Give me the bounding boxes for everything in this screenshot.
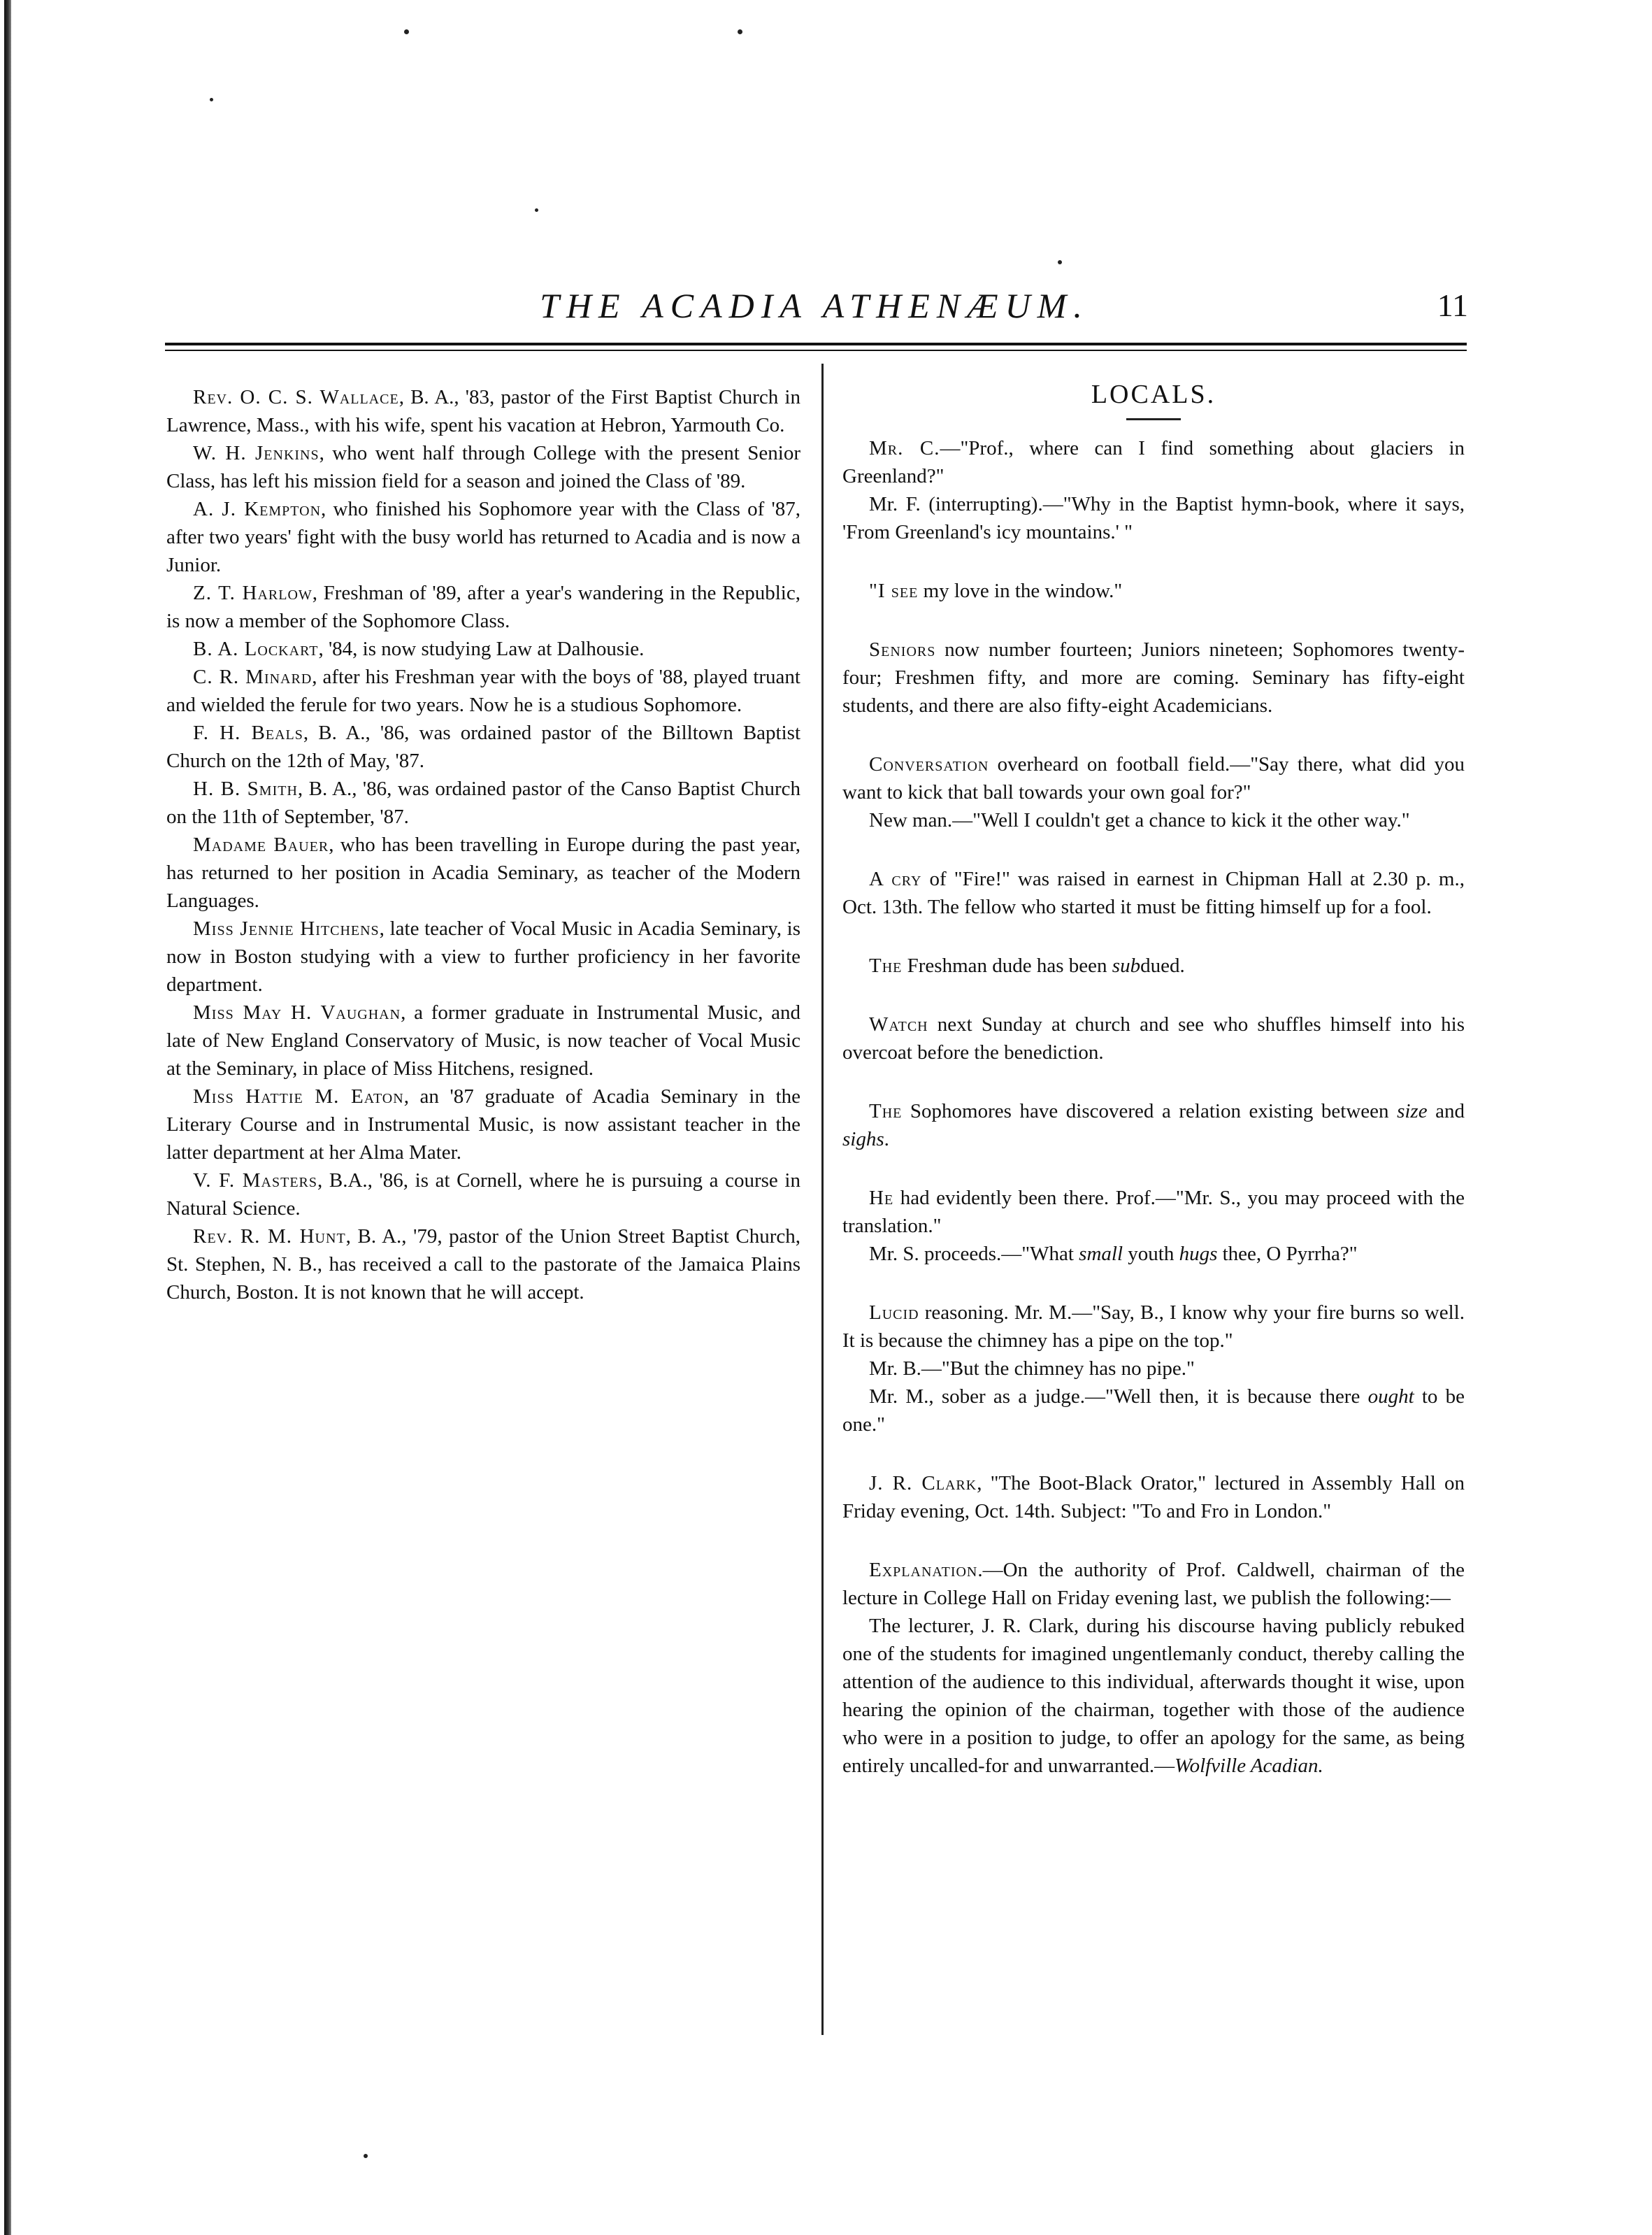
- heading-rule: [1126, 418, 1181, 420]
- scan-speck: [210, 98, 213, 101]
- personal-name: Rev. R. M. Hunt: [193, 1225, 346, 1248]
- local-item-dude: The Freshman dude has been subdued.: [869, 955, 1185, 977]
- scan-binding-edge: [4, 0, 11, 2235]
- personal-item: Miss May H. Vaughan, a former graduate in Instrumental Music, and late of New England Conservatory of Music, is now teacher of Vocal Music at the Seminary, in place of Miss Hitchens, resigned.: [166, 1001, 800, 1080]
- personal-name: V. F. Masters: [193, 1169, 318, 1192]
- local-item-explanation: Explanation.—On the authority of Prof. Caldwell, chairman of the lecture in College Hall on Friday evening last, we publish the following:— The lecturer, J. R. Clark, during his discourse having publicly rebuked one of the students for imagined ungentlemanly conduct, thereby calling the attention of the audience to this individual, afterwards thought it wise, upon hearing the opinion of the chairman, together with those of the audience who were in a position to judge, to offer an apology for the same, as being entirely uncalled-for and unwarranted.—Wolfville Acadian.: [842, 1559, 1465, 1777]
- local-item-seniors: Seniors now number fourteen; Juniors nineteen; Sophomores twenty-four; Freshmen fifty, and more are coming. Seminary has fifty-eight students, and there are also fifty-eight Academicians.: [842, 638, 1465, 717]
- personal-item: Miss Jennie Hitchens, late teacher of Vocal Music in Acadia Seminary, is now in Boston studying with a view to further proficiency in her favorite department.: [166, 917, 800, 996]
- personal-name: W. H. Jenkins: [193, 442, 319, 464]
- personal-name: Miss Jennie Hitchens: [193, 917, 380, 940]
- personal-name: B. A. Lockart: [193, 638, 319, 660]
- personal-item: Rev. R. M. Hunt, B. A., '79, pastor of the Union Street Baptist Church, St. Stephen, N. B., has received a call to the pastorate of the Jamaica Plains Church, Boston. It is not known that he will accept.: [166, 1225, 800, 1304]
- personal-item: C. R. Minard, after his Freshman year with the boys of '88, played truant and wielded the ferule for two years. Now he is a studious Sophomore.: [166, 666, 800, 716]
- scan-speck: [364, 2154, 368, 2158]
- personals-column: [166, 383, 800, 1306]
- locals-heading: LOCALS.: [1091, 380, 1216, 409]
- local-item-sophomores: The Sophomores have discovered a relation existing between size and sighs.: [842, 1100, 1465, 1150]
- personal-item: A. J. Kempton, who finished his Sophomore year with the Class of '87, after two years' fight with the busy world has returned to Acadia and is now a Junior.: [166, 498, 800, 576]
- personal-item: Madame Bauer, who has been travelling in Europe during the past year, has returned to her position in Acadia Seminary, as teacher of the Modern Languages.: [166, 834, 800, 912]
- local-item-clark-lecture: J. R. Clark, "The Boot-Black Orator," lectured in Assembly Hall on Friday evening, Oct. 14th. Subject: "To and Fro in London.": [842, 1472, 1465, 1522]
- column-divider: [821, 364, 824, 2035]
- personal-item: Z. T. Harlow, Freshman of '89, after a year's wandering in the Republic, is now a member of the Sophomore Class.: [166, 582, 800, 632]
- page-header: [161, 280, 1468, 336]
- personal-item: F. H. Beals, B. A., '86, was ordained pastor of the Billtown Baptist Church on the 12th of May, '87.: [166, 722, 800, 772]
- personal-name: Miss Hattie M. Eaton: [193, 1085, 404, 1108]
- personal-item: W. H. Jenkins, who went half through College with the present Senior Class, has left his mission field for a season and joined the Class of '89.: [166, 442, 800, 492]
- personal-name: Miss May H. Vaughan: [193, 1001, 401, 1024]
- header-rule-thick: [165, 343, 1467, 345]
- scan-speck: [535, 208, 538, 212]
- personal-item: V. F. Masters, B.A., '86, is at Cornell, where he is pursuing a course in Natural Science.: [166, 1169, 800, 1220]
- local-item-conversation: Conversation overheard on football field.—"Say there, what did you want to kick that ball towards your own goal for?" New man.—"Well I couldn't get a chance to kick it the other way.": [842, 753, 1465, 831]
- scan-speck: [738, 29, 742, 34]
- local-item-fire: A cry of "Fire!" was raised in earnest in Chipman Hall at 2.30 p. m., Oct. 13th. The fellow who started it must be fitting himself up for a fool.: [842, 868, 1465, 918]
- locals-column: [842, 380, 1465, 1780]
- personal-item: Rev. O. C. S. Wallace, B. A., '83, pastor of the First Baptist Church in Lawrence, Mass., with his wife, spent his vacation at Hebron, Yarmouth Co.: [166, 386, 800, 436]
- header-rule-thin: [165, 350, 1467, 351]
- scan-speck: [1058, 260, 1062, 264]
- personal-item: H. B. Smith, B. A., '86, was ordained pastor of the Canso Baptist Church on the 11th of September, '87.: [166, 778, 800, 828]
- page-number: 11: [1437, 287, 1468, 323]
- personal-name: Z. T. Harlow: [193, 582, 313, 604]
- local-item-window: "I see my love in the window.": [869, 580, 1123, 602]
- personal-item: Miss Hattie M. Eaton, an '87 graduate of Acadia Seminary in the Literary Course and in Instrumental Music, is now assistant teacher in the latter department at her Alma Mater.: [166, 1085, 800, 1164]
- local-item-pyrrha: He had evidently been there. Prof.—"Mr. S., you may proceed with the translation." Mr. S. proceeds.—"What small youth hugs thee, O Pyrrha?": [842, 1187, 1465, 1265]
- local-item-watch: Watch next Sunday at church and see who shuffles himself into his overcoat before the benediction.: [842, 1013, 1465, 1064]
- local-item-chimney: Lucid reasoning. Mr. M.—"Say, B., I know why your fire burns so well. It is because the chimney has a pipe on the top." Mr. B.—"But the chimney has no pipe." Mr. M., sober as a judge.—"Well then, it is because there ought to be one.": [842, 1301, 1465, 1436]
- personal-name: H. B. Smith: [193, 778, 298, 800]
- personal-name: C. R. Minard: [193, 666, 313, 688]
- personal-item: B. A. Lockart, '84, is now studying Law at Dalhousie.: [193, 638, 645, 660]
- running-title: THE ACADIA ATHENÆUM.: [540, 286, 1089, 325]
- personal-name: A. J. Kempton: [193, 498, 322, 520]
- scan-speck: [404, 29, 409, 34]
- personal-name: Rev. O. C. S. Wallace: [193, 386, 399, 408]
- local-item-glaciers: Mr. C.—"Prof., where can I find something about glaciers in Greenland?" Mr. F. (interrupting).—"Why in the Baptist hymn-book, where it says, 'From Greenland's icy mountains.' ": [842, 437, 1465, 543]
- personal-name: F. H. Beals: [193, 722, 303, 744]
- personal-name: Madame Bauer: [193, 834, 329, 856]
